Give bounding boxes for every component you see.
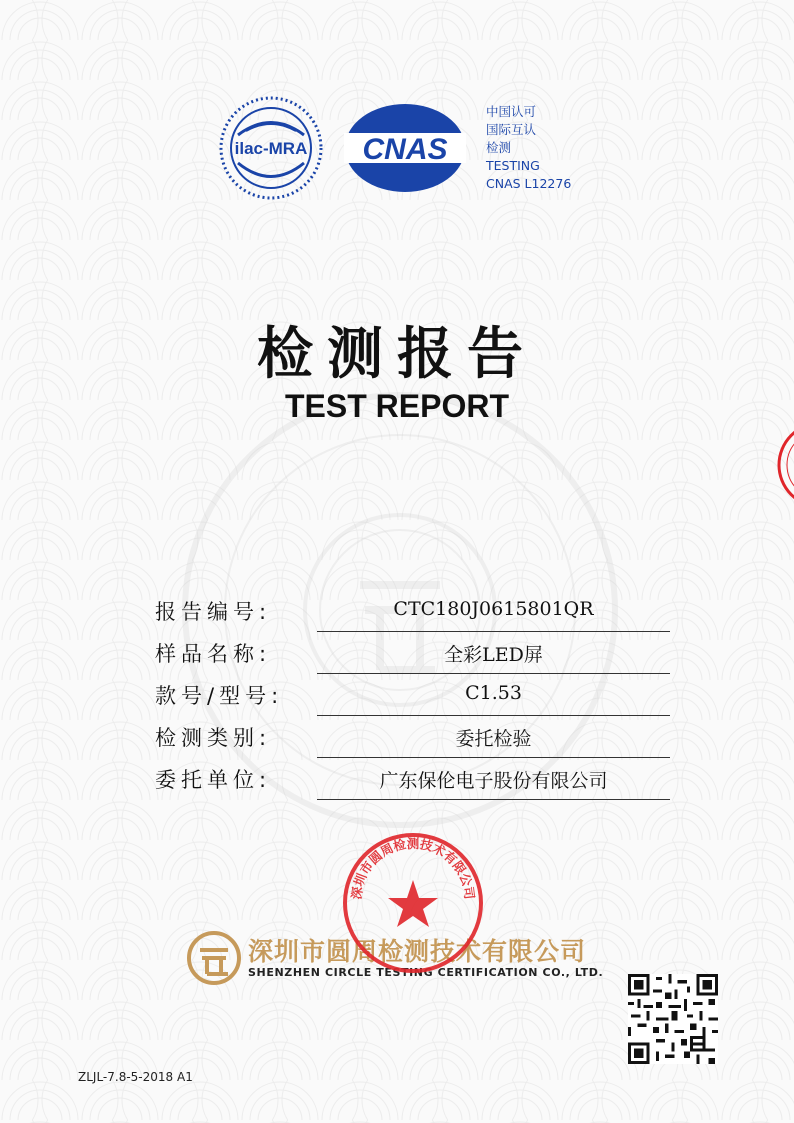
qr-code bbox=[628, 974, 718, 1064]
underline bbox=[317, 799, 670, 800]
accreditation-logos bbox=[218, 95, 598, 205]
report-info-table bbox=[155, 590, 675, 800]
cnas-info-line: 国际互认 bbox=[486, 122, 537, 137]
official-stamp bbox=[340, 830, 486, 976]
info-row bbox=[155, 674, 675, 716]
cnas-logo bbox=[344, 103, 466, 193]
info-row bbox=[155, 632, 675, 674]
cnas-info-line: TESTING bbox=[486, 158, 540, 173]
company-name-cn: 深圳市圆周检测技术有限公司 bbox=[248, 937, 587, 966]
cnas-logo-text: CNAS bbox=[362, 133, 448, 166]
ilac-mra-logo bbox=[218, 95, 324, 201]
info-label: 报告编号: bbox=[155, 600, 272, 624]
info-label: 款号/型号: bbox=[155, 684, 284, 708]
report-title-en: TEST REPORT bbox=[284, 388, 509, 424]
cnas-info-line: 中国认可 bbox=[486, 104, 537, 119]
info-value: CTC180J0615801QR bbox=[393, 598, 594, 620]
info-label: 委托单位: bbox=[155, 768, 272, 792]
info-row bbox=[155, 590, 675, 632]
cnas-info-line: CNAS L12276 bbox=[486, 176, 572, 191]
stamp-text: 深圳市圆周检测技术有限公司 bbox=[348, 835, 478, 901]
info-row bbox=[155, 716, 675, 758]
report-title-cn: 检测报告 bbox=[257, 322, 537, 387]
star-icon bbox=[388, 880, 438, 927]
ilac-logo-text: ilac-MRA bbox=[234, 139, 308, 158]
info-value: 委托检验 bbox=[455, 728, 532, 750]
cnas-accreditation-info bbox=[486, 103, 571, 193]
info-value: 广东保伦电子股份有限公司 bbox=[379, 770, 608, 792]
info-value: C1.53 bbox=[465, 682, 522, 704]
info-label: 检测类别: bbox=[155, 726, 272, 750]
company-name-en: SHENZHEN CIRCLE TESTING CERTIFICATION CO., LTD. bbox=[248, 966, 604, 979]
document-code: ZLJL-7.8-5-2018 A1 bbox=[78, 1070, 193, 1084]
info-label: 样品名称: bbox=[155, 642, 272, 666]
edge-seal bbox=[776, 420, 794, 510]
info-row bbox=[155, 758, 675, 800]
info-value: 全彩LED屏 bbox=[444, 644, 543, 666]
cnas-info-line: 检测 bbox=[486, 140, 512, 155]
company-logo-icon bbox=[186, 930, 242, 986]
